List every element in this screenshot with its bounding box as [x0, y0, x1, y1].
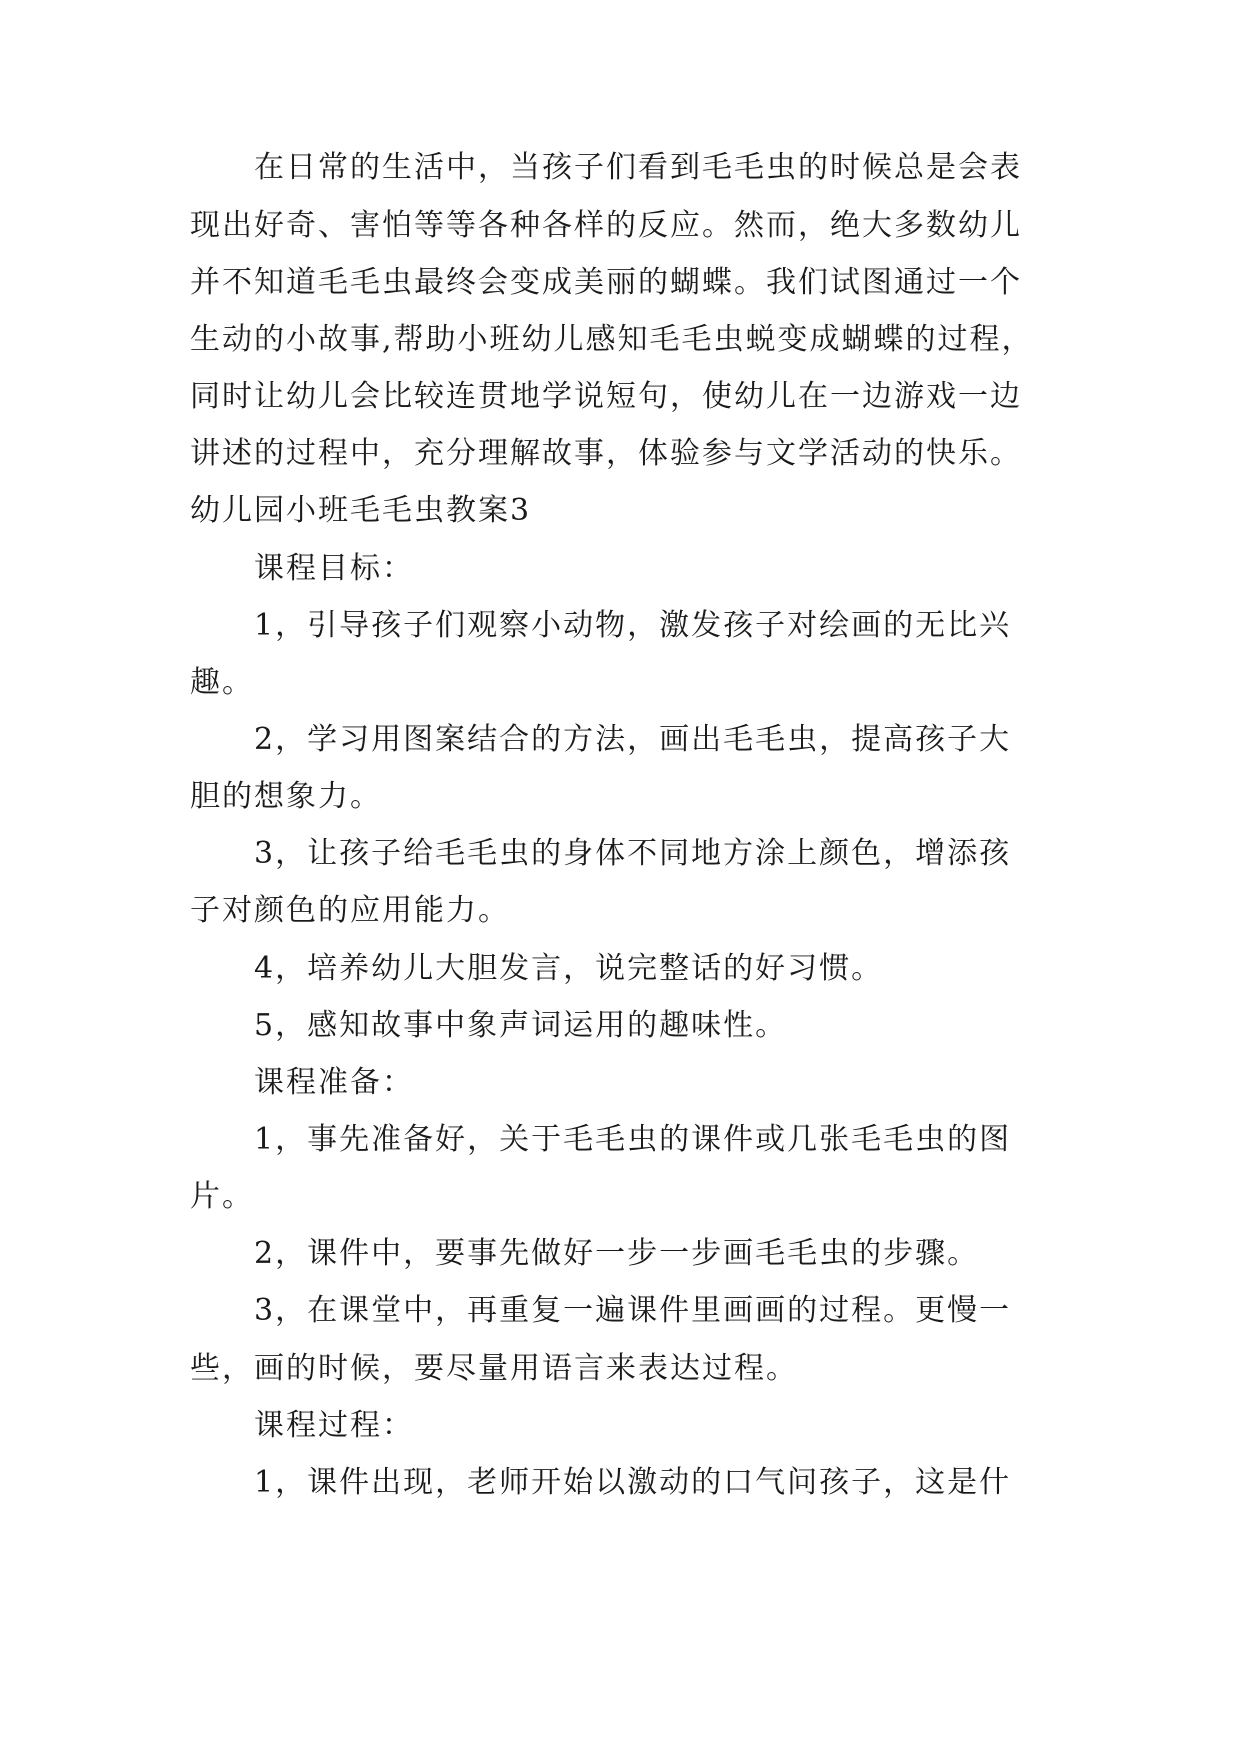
- paragraph-intro-line-5: 同时让幼儿会比较连贯地学说短句，使幼儿在一边游戏一边: [190, 379, 1022, 414]
- paragraph-intro-line-4: 生动的小故事,帮助小班幼儿感知毛毛虫蜕变成蝴蝶的过程，: [190, 322, 1034, 357]
- paragraph-intro-line-1: 在日常的生活中，当孩子们看到毛毛虫的时候总是会表: [254, 150, 1022, 185]
- goal-3-line-1: 3，让孩子给毛毛虫的身体不同地方涂上颜色，增添孩: [254, 836, 1012, 871]
- paragraph-intro-line-2: 现出好奇、害怕等等各种各样的反应。然而，绝大多数幼儿: [190, 208, 1022, 243]
- prep-2: 2，课件中，要事先做好一步一步画毛毛虫的步骤。: [254, 1236, 980, 1271]
- paragraph-intro-line-3: 并不知道毛毛虫最终会变成美丽的蝴蝶。我们试图通过一个: [190, 265, 1022, 300]
- goal-1-line-2: 趣。: [190, 665, 254, 700]
- subheading-goals: 课程目标：: [254, 551, 414, 586]
- prep-1-line-2: 片。: [190, 1179, 254, 1214]
- goal-2-line-2: 胆的想象力。: [190, 779, 382, 814]
- process-1-line-1: 1，课件出现，老师开始以激动的口气问孩子，这是什: [254, 1465, 1012, 1500]
- goal-3-line-2: 子对颜色的应用能力。: [190, 893, 510, 928]
- prep-3-line-1: 3，在课堂中，再重复一遍课件里画画的过程。更慢一: [254, 1293, 1012, 1328]
- subheading-preparation: 课程准备：: [254, 1065, 414, 1100]
- section-heading: 幼儿园小班毛毛虫教案3: [190, 493, 532, 528]
- goal-1-line-1: 1，引导孩子们观察小动物，激发孩子对绘画的无比兴: [254, 608, 1012, 643]
- goal-2-line-1: 2，学习用图案结合的方法，画出毛毛虫，提高孩子大: [254, 722, 1012, 757]
- subheading-process: 课程过程：: [254, 1408, 414, 1443]
- paragraph-intro-line-6: 讲述的过程中，充分理解故事，体验参与文学活动的快乐。: [190, 436, 1022, 471]
- prep-3-line-2: 些，画的时候，要尽量用语言来表达过程。: [190, 1351, 798, 1386]
- goal-5: 5，感知故事中象声词运用的趣味性。: [254, 1008, 788, 1043]
- prep-1-line-1: 1，事先准备好，关于毛毛虫的课件或几张毛毛虫的图: [254, 1122, 1012, 1157]
- goal-4: 4，培养幼儿大胆发言，说完整话的好习惯。: [254, 951, 884, 986]
